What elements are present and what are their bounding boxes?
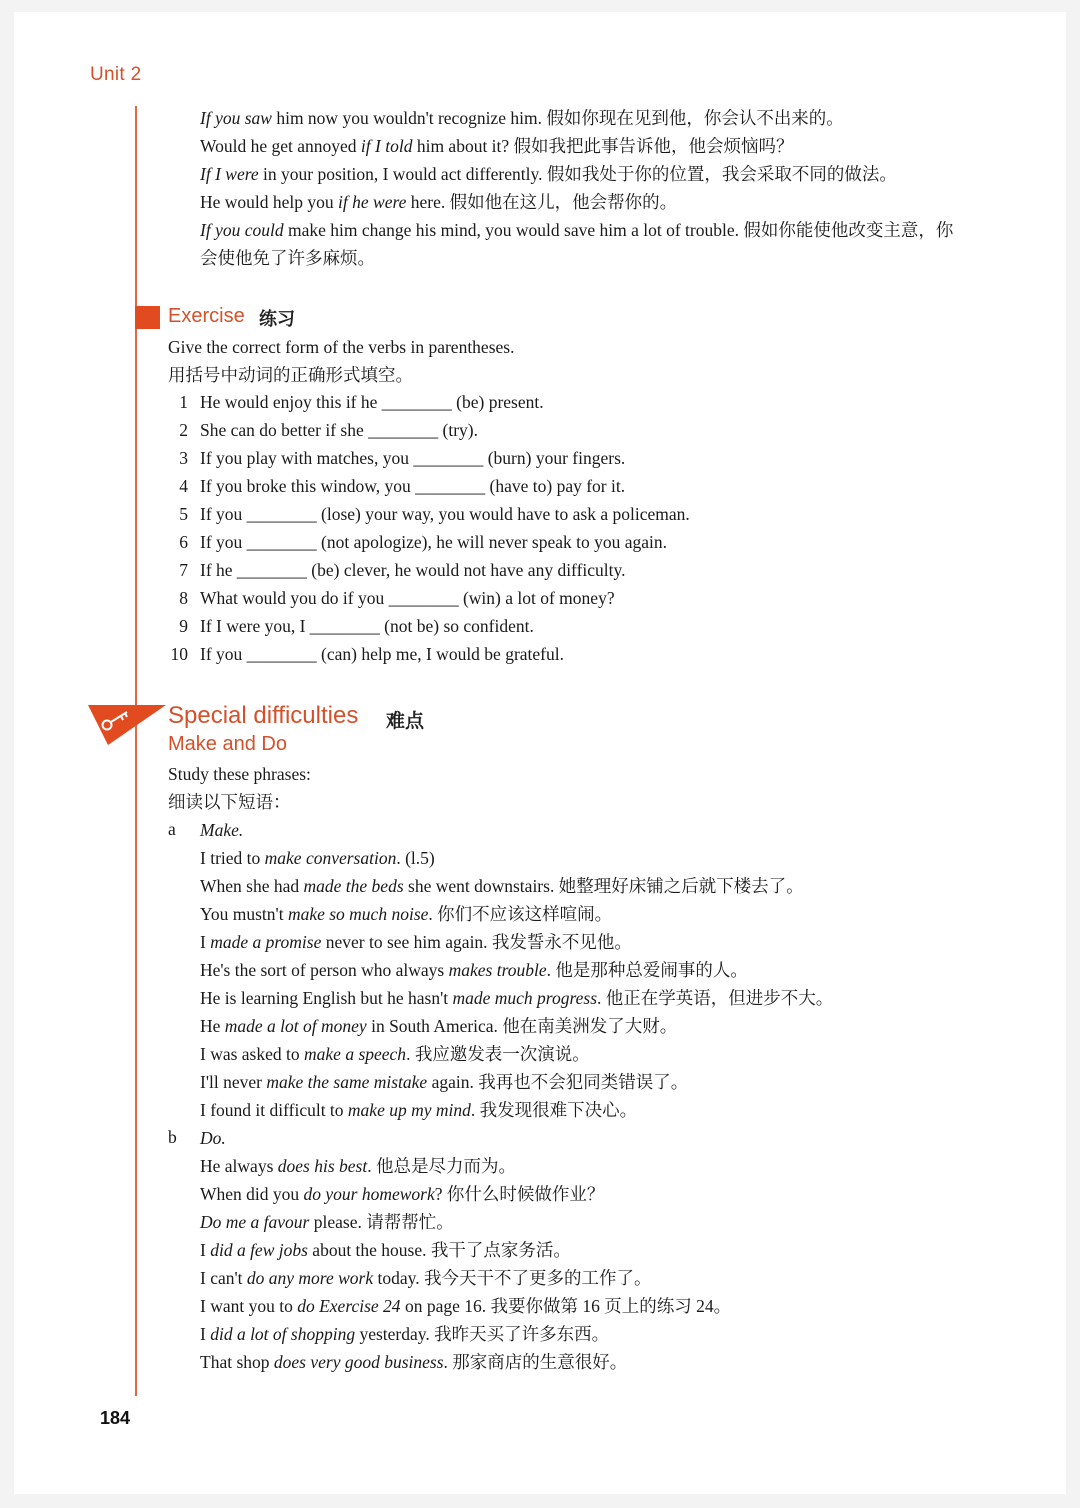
phrase-line: I'll never make the same mistake again. 我再也不会犯同类错误了。 (200, 1072, 689, 1092)
phrase-line: He always does his best. 他总是尽力而为。 (200, 1156, 516, 1176)
section-heading-do: Do. (200, 1128, 226, 1148)
example-line: He would help you if he were here. 假如他在这儿，他会帮你的。 (200, 192, 678, 212)
item-number: 10 (170, 644, 188, 664)
section-letter-a: a (168, 819, 176, 839)
exercise-title: Exercise (168, 305, 245, 327)
section-heading-make: Make. (200, 820, 244, 840)
section-subtitle: Make and Do (168, 733, 287, 755)
key-icon (86, 703, 166, 747)
item-number: 7 (179, 560, 188, 580)
item-number: 1 (179, 392, 188, 412)
phrase-line: He made a lot of money in South America. 他在南美洲发了大财。 (200, 1016, 678, 1036)
phrase-line: Do me a favour please. 请帮帮忙。 (200, 1212, 454, 1232)
item-number: 4 (179, 476, 188, 496)
phrase-line: When she had made the beds she went downstairs. 她整理好床铺之后就下楼去了。 (200, 876, 804, 896)
item-text: If you ________ (lose) your way, you would have to ask a policeman. (200, 504, 690, 524)
item-number: 9 (179, 616, 188, 636)
item-number: 3 (179, 448, 188, 468)
item-number: 8 (179, 588, 188, 608)
phrase-line: That shop does very good business. 那家商店的生意很好。 (200, 1352, 628, 1372)
example-line: If you could make him change his mind, you would save him a lot of trouble. 假如你能使他改变主意，你 (200, 220, 954, 240)
special-difficulties-title: Special difficulties (168, 702, 359, 729)
item-text: If I were you, I ________ (not be) so confident. (200, 616, 534, 636)
exercise-title-cn: 练习 (259, 309, 295, 330)
item-text: If you ________ (can) help me, I would be grateful. (200, 644, 564, 664)
item-text: If you play with matches, you ________ (burn) your fingers. (200, 448, 626, 468)
example-line: If you saw him now you wouldn't recognize him. 假如你现在见到他，你会认不出来的。 (200, 108, 844, 128)
item-text: If you broke this window, you ________ (have to) pay for it. (200, 476, 626, 496)
phrase-line: He's the sort of person who always makes trouble. 他是那种总爱闹事的人。 (200, 960, 748, 980)
example-line: Would he get annoyed if I told him about it? 假如我把此事告诉他，他会烦恼吗？ (200, 136, 794, 156)
phrase-line: You mustn't make so much noise. 你们不应该这样喧闹。 (200, 904, 613, 924)
study-instruction: Study these phrases: (168, 764, 311, 784)
example-line: If I were in your position, I would act differently. 假如我处于你的位置，我会采取不同的做法。 (200, 164, 897, 184)
item-text: What would you do if you ________ (win) a lot of money? (200, 588, 615, 608)
phrase-line: I tried to make conversation. (l.5) (200, 848, 435, 868)
item-text: If he ________ (be) clever, he would not have any difficulty. (200, 560, 626, 580)
phrase-line: I can't do any more work today. 我今天干不了更多的工作了。 (200, 1268, 652, 1288)
exercise-instruction-cn: 用括号中动词的正确形式填空。 (168, 365, 413, 385)
item-number: 2 (179, 420, 188, 440)
study-instruction-cn: 细读以下短语： (168, 792, 291, 812)
unit-label: Unit 2 (90, 64, 142, 85)
item-number: 5 (179, 504, 188, 524)
phrase-line: I did a lot of shopping yesterday. 我昨天买了许多东西。 (200, 1324, 610, 1344)
phrase-line: When did you do your homework? 你什么时候做作业？ (200, 1184, 605, 1204)
item-text: She can do better if she ________ (try). (200, 420, 478, 440)
item-text: If you ________ (not apologize), he will never speak to you again. (200, 532, 668, 552)
phrase-line: I was asked to make a speech. 我应邀发表一次演说。 (200, 1044, 590, 1064)
special-difficulties-title-cn: 难点 (386, 710, 425, 732)
example-line: 会使他免了许多麻烦。 (200, 248, 375, 268)
phrase-line: He is learning English but he hasn't made much progress. 他正在学英语，但进步不大。 (200, 988, 834, 1008)
phrase-line: I found it difficult to make up my mind. 我发现很难下决心。 (200, 1100, 638, 1120)
exercise-instruction: Give the correct form of the verbs in parentheses. (168, 337, 515, 357)
page-number: 184 (100, 1408, 131, 1428)
phrase-line: I made a promise never to see him again. 我发誓永不见他。 (200, 932, 632, 952)
exercise-marker-icon (135, 306, 160, 329)
item-number: 6 (179, 532, 188, 552)
section-letter-b: b (168, 1127, 177, 1147)
phrase-line: I want you to do Exercise 24 on page 16. 我要你做第 16 页上的练习 24。 (200, 1296, 732, 1316)
margin-rule (135, 106, 137, 1396)
phrase-line: I did a few jobs about the house. 我干了点家务活。 (200, 1240, 571, 1260)
item-text: He would enjoy this if he ________ (be) present. (200, 392, 544, 412)
